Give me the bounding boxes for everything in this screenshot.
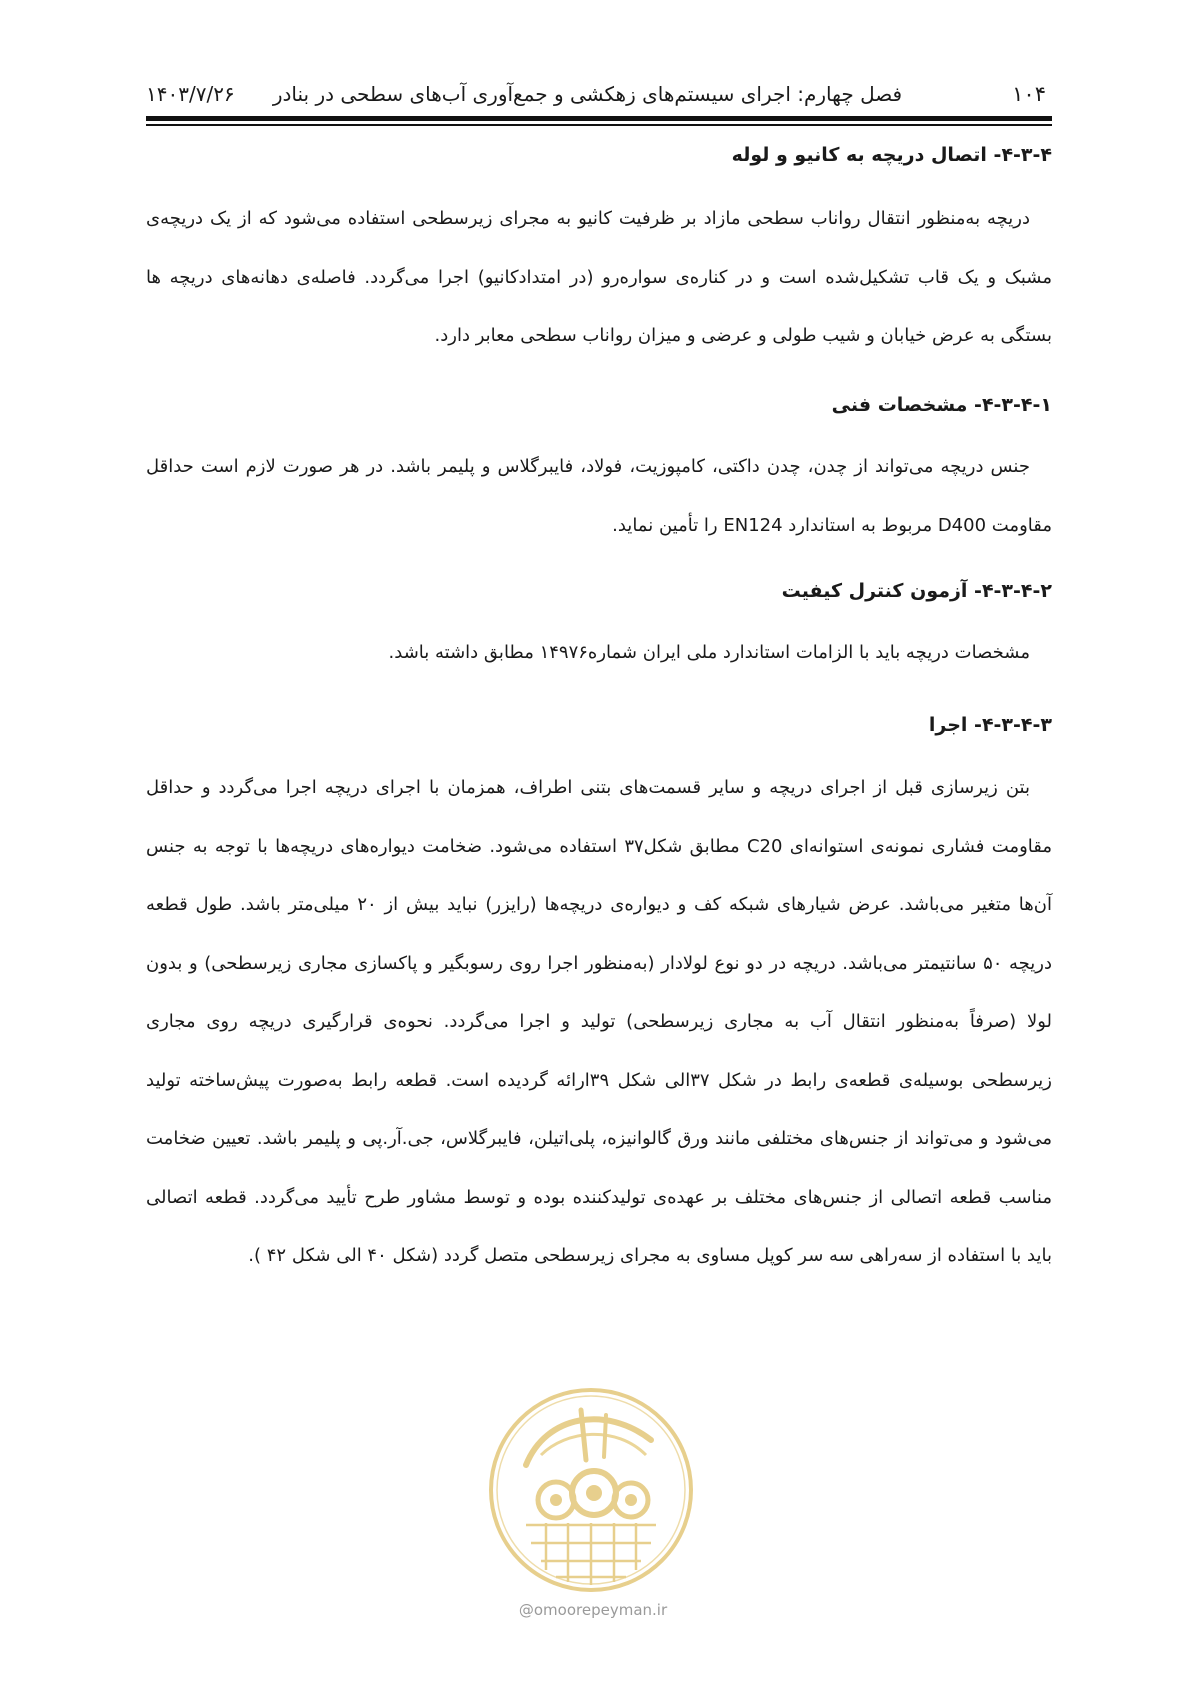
paragraph-text: بتن زیرسازی قبل از اجرای دریچه و سایر قسمت‌های بتنی اطراف، همزمان با اجرای دریچه اجرا می‌گردد و حداقل مقاومت فشاری نمونه‌ی استوانه‌ای C20 مطابق شکل۳۷ استفاده می‌شود. ضخامت دیواره‌های دریچه‌ها با توجه به جنس آن‌ها متغیر می‌باشد. عرض شیارهای شبکه کف و دیواره‌ی دریچه‌ها (رایزر) نباید بیش از ۲۰ میلی‌متر باشد. طول قطعه دریچه ۵۰ سانتیمتر می‌باشد. دریچه در دو نوع لولادار (به‌منظور اجرا روی رسوبگیر و پاکسازی مجاری زیرسطحی) و بدون لولا (صرفاً به‌منظور انتقال آب به مجاری زیرسطحی) تولید و اجرا می‌گردد. نحوه‌ی قرارگیری دریچه روی مجاری زیرسطحی بوسیله‌ی قطعه‌ی رابط در شکل ۳۷الی شکل ۳۹ارائه گردیده است. قطعه رابط به‌صورت پیش‌ساخته تولید می‌شود و می‌تواند از جنس‌های مختلفی مانند ورق گالوانیزه، پلی‌اتیلن، فایبرگلاس، جی.آر.پی و پلیمر باشد. تعیین ضخامت مناسب قطعه اتصالی از جنس‌های مختلف بر عهده‌ی تولیدکننده بوده و توسط مشاور طرح تأیید می‌گردد. قطعه اتصالی باید با استفاده از سه‌راهی سه سر کوپل مساوی به مجرای زیرسطحی متصل گردد (شکل ۴۰ الی شکل ۴۲ ).: [146, 777, 1052, 1266]
paragraph-text: جنس دریچه می‌تواند از چدن، چدن داکتی، کامپوزیت، فولاد، فایبرگلاس و پلیمر باشد. در هر صورت لازم است حداقل مقاومت D400 مربوط به استاندارد EN124 را تأمین نماید.: [146, 456, 1052, 536]
paragraph-text: دریچه به‌منظور انتقال رواناب سطحی مازاد بر ظرفیت کانیو به مجرای زیرسطحی استفاده می‌شود که از یک دریچه‌ی مشبک و یک قاب تشکیل‌شده است و در کناره‌ی سواره‌رو (در امتدادکانیو) اجرا می‌گردد. فاصله‌ی دهانه‌های دریچه ها بستگی به عرض خیابان و شیب طولی و عرضی و میزان رواناب سطحی معابر دارد.: [146, 208, 1052, 346]
section-paragraph-4-3-4-3: [146, 759, 1052, 1286]
page-header: [146, 78, 1046, 114]
section-heading-4-3-4-1: ۴-۳-۴-۱- مشخصات فنی: [831, 394, 1052, 416]
header-date: ۱۴۰۳/۷/۲۶: [146, 82, 235, 106]
section-paragraph-4-3-4: [146, 190, 1052, 366]
section-paragraph-4-3-4-1: [146, 438, 1052, 555]
paragraph-text: مشخصات دریچه باید با الزامات استاندارد ملی ایران شماره۱۴۹۷۶ مطابق داشته باشد.: [388, 642, 1030, 663]
watermark-url: @omoorepeyman.ir: [518, 1601, 668, 1619]
section-heading-4-3-4-2: ۴-۳-۴-۲- آزمون کنترل کیفیت: [781, 580, 1052, 602]
header-title: [146, 82, 902, 106]
page-number: ۱۰۴: [1012, 82, 1046, 106]
header-rule-thick: [146, 116, 1052, 121]
section-heading-4-3-4-3: ۴-۳-۴-۳- اجرا: [928, 714, 1052, 736]
omoorepeyman-logo-icon: [486, 1385, 696, 1595]
chapter-title: فصل چهارم: اجرای سیستم‌های زهکشی و جمع‌آوری آب‌های سطحی در بنادر: [272, 82, 903, 106]
section-heading-4-3-4: ۴-۳-۴- اتصال دریچه به کانیو و لوله: [731, 144, 1052, 166]
section-paragraph-4-3-4-2: [146, 624, 1052, 683]
header-rule-thin: [146, 124, 1052, 126]
